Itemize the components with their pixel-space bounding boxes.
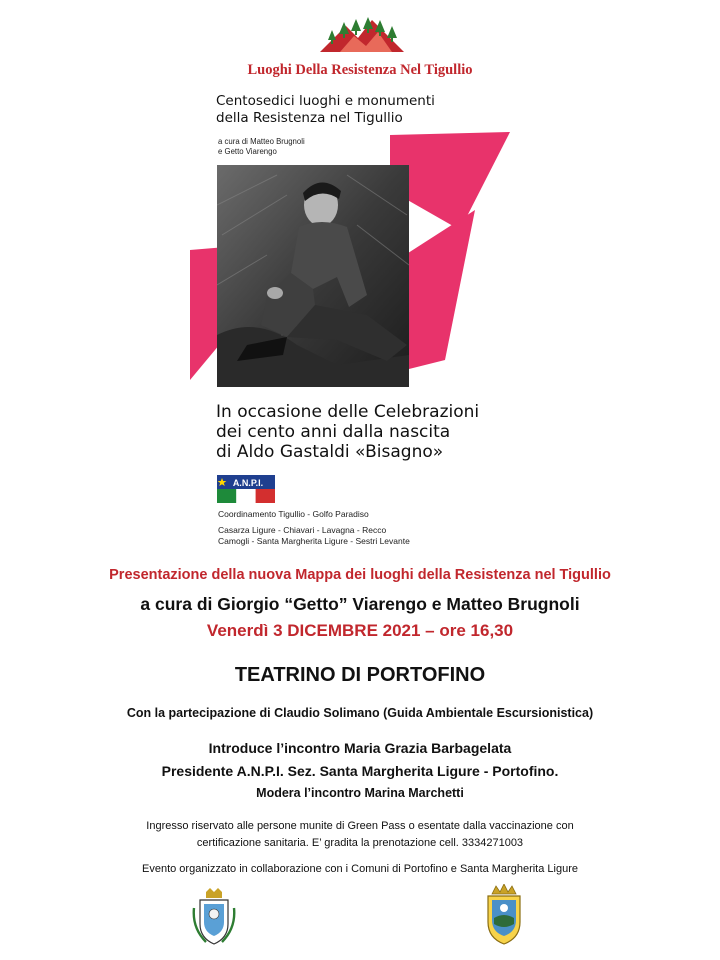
portofino-coat-of-arms-icon [192, 888, 236, 946]
partisan-photo [217, 165, 409, 387]
cover-title-line: Centosedici luoghi e monumenti [216, 93, 435, 109]
cover-occasion-line: di Aldo Gastaldi «Bisagno» [216, 442, 444, 462]
cover-occasion-line: dei cento anni dalla nascita [216, 422, 451, 442]
cover-occasion-line: In occasione delle Celebrazioni [216, 402, 480, 422]
cover-occasion [216, 402, 479, 462]
event-participation: Con la partecipazione di Claudio Solimano (Guida Ambientale Escursionistica) [126, 706, 594, 720]
santa-margherita-coat-of-arms-icon [484, 884, 524, 946]
event-venue: TEATRINO DI PORTOFINO [234, 664, 486, 686]
event-president: Presidente A.N.P.I. Sez. Santa Margherita Ligure - Portofino. [161, 763, 559, 779]
cover-curators [218, 137, 305, 156]
cover-curators-line: e Getto Viarengo [218, 146, 277, 156]
cover-comuni-line: Casarza Ligure - Chiavari - Lavagna - Recco [218, 525, 387, 535]
event-organized-by: Evento organizzato in collaborazione con i Comuni di Portofino e Santa Margherita Ligure [142, 863, 578, 875]
entry-line: Ingresso riservato alle persone munite di Green Pass o esentate dalla vaccinazione con [146, 820, 574, 832]
anpi-label: A.N.P.I. [232, 478, 264, 488]
cover-title-line: della Resistenza nel Tigullio [216, 110, 403, 126]
cover-coordination: Coordinamento Tigullio - Golfo Paradiso [218, 509, 369, 519]
anpi-flag-icon [217, 475, 275, 503]
entry-line: certificazione sanitaria. E’ gradita la prenotazione cell. 3334271003 [196, 837, 524, 849]
event-curated-by: a cura di Giorgio “Getto” Viarengo e Matteo Brugnoli [140, 594, 580, 614]
event-presentation: Presentazione della nuova Mappa dei luoghi della Resistenza nel Tigullio [109, 567, 611, 583]
mountains-with-trees-icon [320, 16, 404, 56]
cover-title [216, 93, 435, 127]
event-introducer: Introduce l’incontro Maria Grazia Barbagelata [208, 740, 512, 756]
header-title: Luoghi Della Resistenza Nel Tigullio [247, 62, 473, 78]
event-moderator: Modera l’incontro Marina Marchetti [256, 786, 464, 800]
anpi-logo [217, 475, 275, 503]
cover-comuni-line: Camogli - Santa Margherita Ligure - Sestri Levante [218, 536, 410, 546]
cover-curators-line: a cura di Matteo Brugnoli [218, 137, 305, 146]
event-entry-requirements [0, 818, 720, 852]
event-date-time: Venerdì 3 DICEMBRE 2021 – ore 16,30 [206, 621, 514, 640]
cover-comuni [218, 525, 410, 547]
